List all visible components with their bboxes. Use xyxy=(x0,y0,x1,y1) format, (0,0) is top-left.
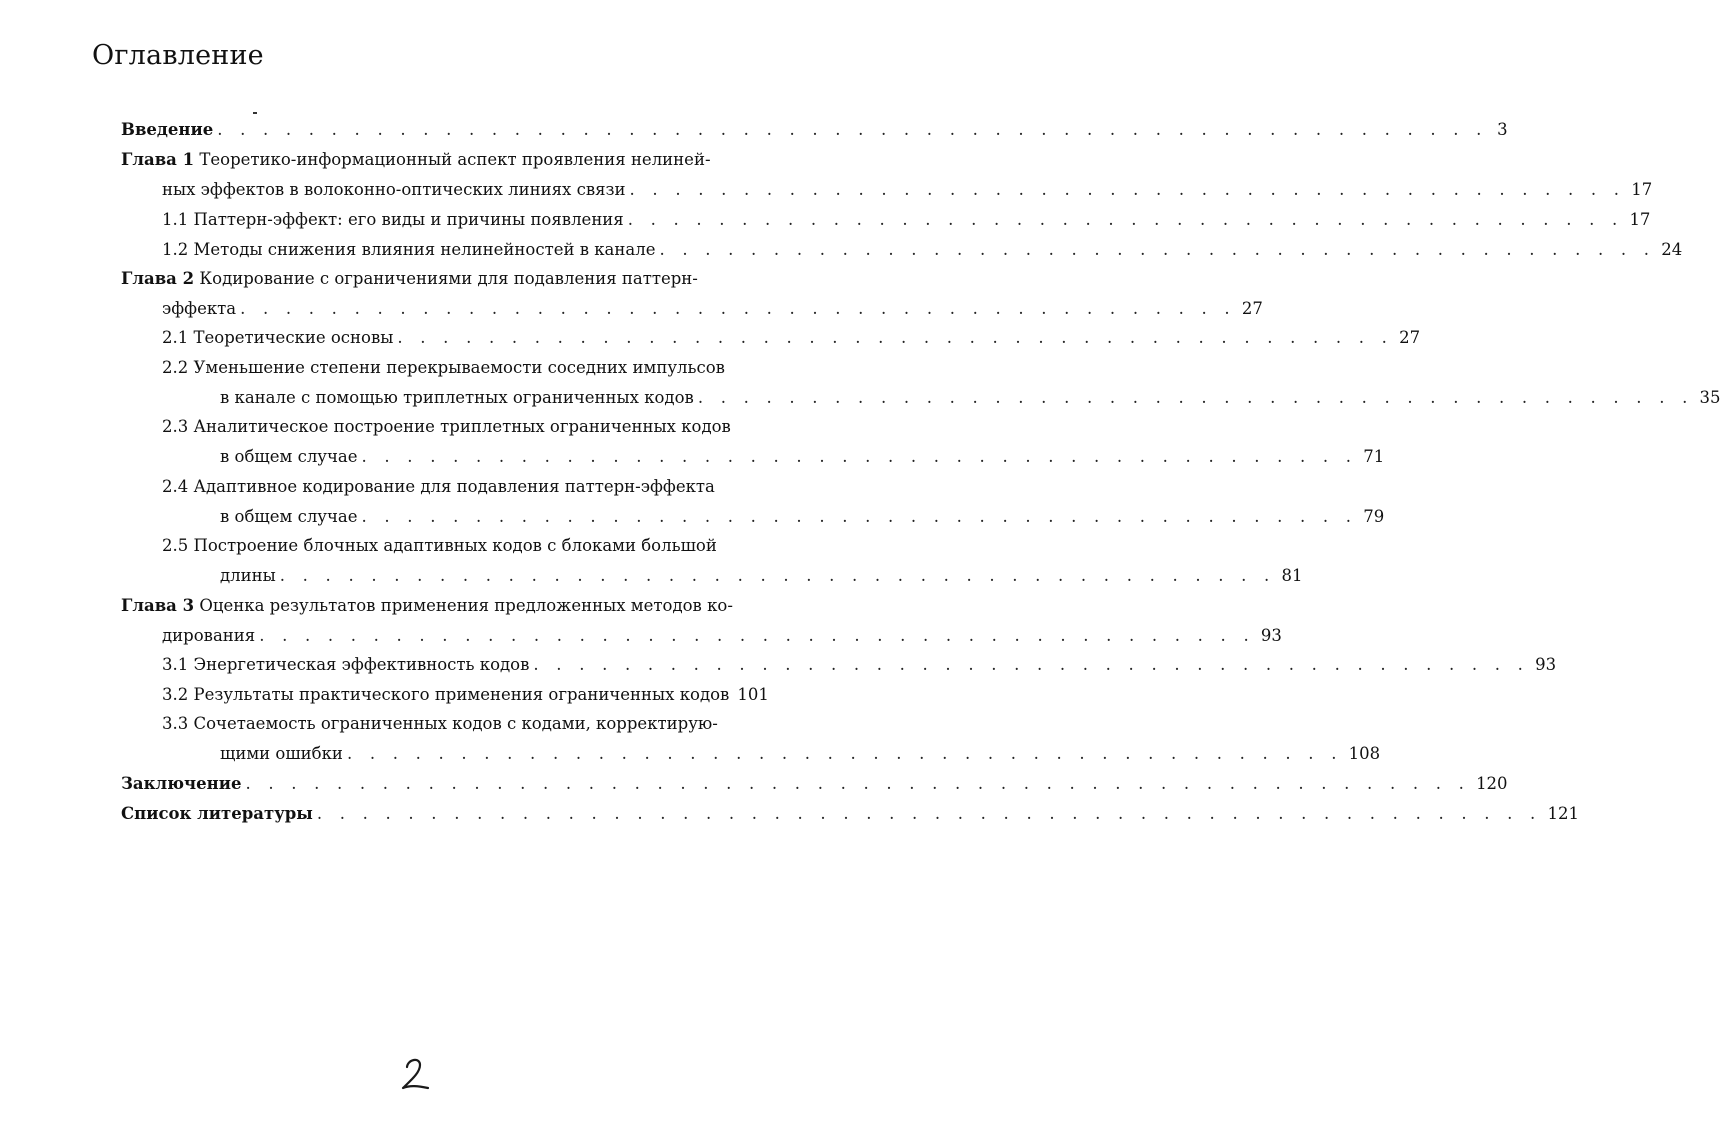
toc-entry-chapter-1-cont[interactable] xyxy=(162,176,1653,200)
toc-entry-label: 3.1 Энергетическая эффективность кодов xyxy=(162,655,530,674)
toc-entry-label: Заключение xyxy=(121,774,242,793)
leader-dots: . . . . . . . . . . . . . . . . . . . . . . . . . . . . . . . . . . . . . . . . . . . . xyxy=(659,240,1656,259)
toc-entry-section-2-4-cont[interactable] xyxy=(220,503,1385,527)
toc-entry-label: 2.1 Теоретические основы xyxy=(162,328,394,347)
toc-entry-section-2-3-cont[interactable] xyxy=(220,443,1385,467)
toc-entry-label: Список литературы xyxy=(121,804,313,823)
toc-entry-section-2-4[interactable] xyxy=(162,473,741,497)
toc-entry-chapter-3[interactable] xyxy=(121,592,741,616)
toc-page-number: 81 xyxy=(1281,566,1303,585)
toc-entry-label: 1.2 Методы снижения влияния нелинейностей в канале xyxy=(162,240,656,259)
toc-entry-label: в общем случае xyxy=(220,507,358,526)
chapter-number: Глава 1 xyxy=(121,150,195,169)
toc-entry-section-3-2[interactable] xyxy=(162,681,769,705)
toc-entry-label: Теоретико-информационный аспект проявления нелиней- xyxy=(199,150,711,169)
toc-entry-intro[interactable] xyxy=(121,116,1508,140)
toc-page-number: 17 xyxy=(1629,210,1651,229)
leader-dots: . . . . . . . . . . . . . . . . . . . . . . . . . . . . . . . . . . . . . . . . . . . . xyxy=(627,210,1624,229)
handwritten-page-number xyxy=(398,1055,432,1093)
toc-entry-section-1-1[interactable] xyxy=(162,206,1651,230)
toc-entry-section-2-2[interactable] xyxy=(162,354,741,378)
leader-dots: . . . . . . . . . . . . . . . . . . . . . . . . . . . . . . . . . . . . . . . . . . . . xyxy=(361,447,1358,466)
leader-dots: . . . . . . . . . . . . . . . . . . . . . . . . . . . . . . . . . . . . . . . . . . . . . . . . . . . . . . . . xyxy=(217,120,1488,139)
toc-page-number: 93 xyxy=(1535,655,1557,674)
leader-dots: . . . . . . . . . . . . . . . . . . . . . . . . . . . . . . . . . . . . . . . . . . . . xyxy=(629,180,1626,199)
toc-page-number: 120 xyxy=(1476,774,1508,793)
toc-entry-label: Кодирование с ограничениями для подавления паттерн- xyxy=(199,269,698,288)
toc-entry-label: щими ошибки xyxy=(220,744,343,763)
toc-entry-label: 1.1 Паттерн-эффект: его виды и причины появления xyxy=(162,210,624,229)
toc-entry-section-2-2-cont[interactable] xyxy=(220,384,1721,408)
chapter-number: Глава 3 xyxy=(121,596,195,615)
toc-entry-label: эффекта xyxy=(162,299,237,318)
toc-entry-chapter-2-cont[interactable] xyxy=(162,295,1263,319)
toc-entry-section-2-5[interactable] xyxy=(162,532,741,556)
leader-dots: . . . . . . . . . . . . . . . . . . . . . . . . . . . . . . . . . . . . . . . . . . . . xyxy=(533,655,1530,674)
toc-entry-label: Оценка результатов применения предложенных методов ко- xyxy=(199,596,733,615)
toc-entry-label: 2.2 Уменьшение степени перекрываемости соседних импульсов xyxy=(162,358,725,377)
toc-entry-section-3-3[interactable] xyxy=(162,710,741,734)
toc-page-number: 101 xyxy=(737,685,769,704)
toc-entry-label: в канале с помощью триплетных ограниченных кодов xyxy=(220,388,694,407)
leader-dots: . . . . . . . . . . . . . . . . . . . . . . . . . . . . . . . . . . . . . . . . . . . . . . . . . . . . . . xyxy=(245,774,1471,793)
toc-page-number: 93 xyxy=(1260,626,1282,645)
toc-page-number: 3 xyxy=(1497,120,1508,139)
toc-entry-section-3-3-cont[interactable] xyxy=(220,740,1381,764)
toc-entry-section-2-3[interactable] xyxy=(162,413,741,437)
toc-entry-section-1-2[interactable] xyxy=(162,236,1683,260)
leader-dots: . . . . . . . . . . . . . . . . . . . . . . . . . . . . . . . . . . . . . . . . . . . . xyxy=(346,744,1343,763)
toc-page-number: 24 xyxy=(1661,240,1683,259)
toc-entry-section-3-1[interactable] xyxy=(162,651,1557,675)
toc-entry-label: 3.3 Сочетаемость ограниченных кодов с кодами, корректирую- xyxy=(162,714,718,733)
toc-entry-section-2-5-cont[interactable] xyxy=(220,562,1303,586)
leader-dots: . . . . . . . . . . . . . . . . . . . . . . . . . . . . . . . . . . . . . . . . . . . . xyxy=(240,299,1236,318)
leader-dots: . . . . . . . . . . . . . . . . . . . . . . . . . . . . . . . . . . . . . . . . . . . . . . . . . . . . . . xyxy=(316,804,1542,823)
leader-dots: . . . . . . . . . . . . . . . . . . . . . . . . . . . . . . . . . . . . . . . . . . . . xyxy=(397,328,1394,347)
toc-entry-label: длины xyxy=(220,566,276,585)
leader-dots: . . . . . . . . . . . . . . . . . . . . . . . . . . . . . . . . . . . . . . . . . . . . xyxy=(279,566,1276,585)
toc-page-number: 35 xyxy=(1699,388,1721,407)
toc-entry-conclusion[interactable] xyxy=(121,770,1508,794)
toc-entry-label: дирования xyxy=(162,626,256,645)
page-title: Оглавление xyxy=(92,40,264,72)
toc-entry-label: 2.5 Построение блочных адаптивных кодов с блоками большой xyxy=(162,536,717,555)
leader-dots: . . . . . . . . . . . . . . . . . . . . . . . . . . . . . . . . . . . . . . . . . . . . xyxy=(259,626,1255,645)
toc-page-number: 71 xyxy=(1363,447,1385,466)
toc-entry-chapter-3-cont[interactable] xyxy=(162,622,1282,646)
leader-dots: . . . . . . . . . . . . . . . . . . . . . . . . . . . . . . . . . . . . . . . . . . . . xyxy=(697,388,1694,407)
toc-entry-chapter-1[interactable] xyxy=(121,146,741,170)
toc-entry-label: ных эффектов в волоконно-оптических линиях связи xyxy=(162,180,626,199)
leader-dots: . . . . . . . . . . . . . . . . . . . . . . . . . . . . . . . . . . . . . . . . . . . . xyxy=(361,507,1358,526)
toc-page-number: 27 xyxy=(1241,299,1263,318)
toc-page-number: 79 xyxy=(1363,507,1385,526)
toc-page-number: 121 xyxy=(1547,804,1579,823)
toc-entry-section-2-1[interactable] xyxy=(162,324,1421,348)
toc-entry-chapter-2[interactable] xyxy=(121,265,741,289)
toc-entry-label: Введение xyxy=(121,120,214,139)
toc-page-number: 108 xyxy=(1348,744,1381,763)
toc-page-number: 17 xyxy=(1631,180,1653,199)
toc-entry-label: 2.3 Аналитическое построение триплетных ограниченных кодов xyxy=(162,417,731,436)
toc-entry-references[interactable] xyxy=(121,800,1579,824)
toc-page-number: 27 xyxy=(1399,328,1421,347)
toc-entry-label: 2.4 Адаптивное кодирование для подавления паттерн-эффекта xyxy=(162,477,715,496)
toc-entry-label: 3.2 Результаты практического применения ограниченных кодов xyxy=(162,685,730,704)
chapter-number: Глава 2 xyxy=(121,269,195,288)
toc-entry-label: в общем случае xyxy=(220,447,358,466)
